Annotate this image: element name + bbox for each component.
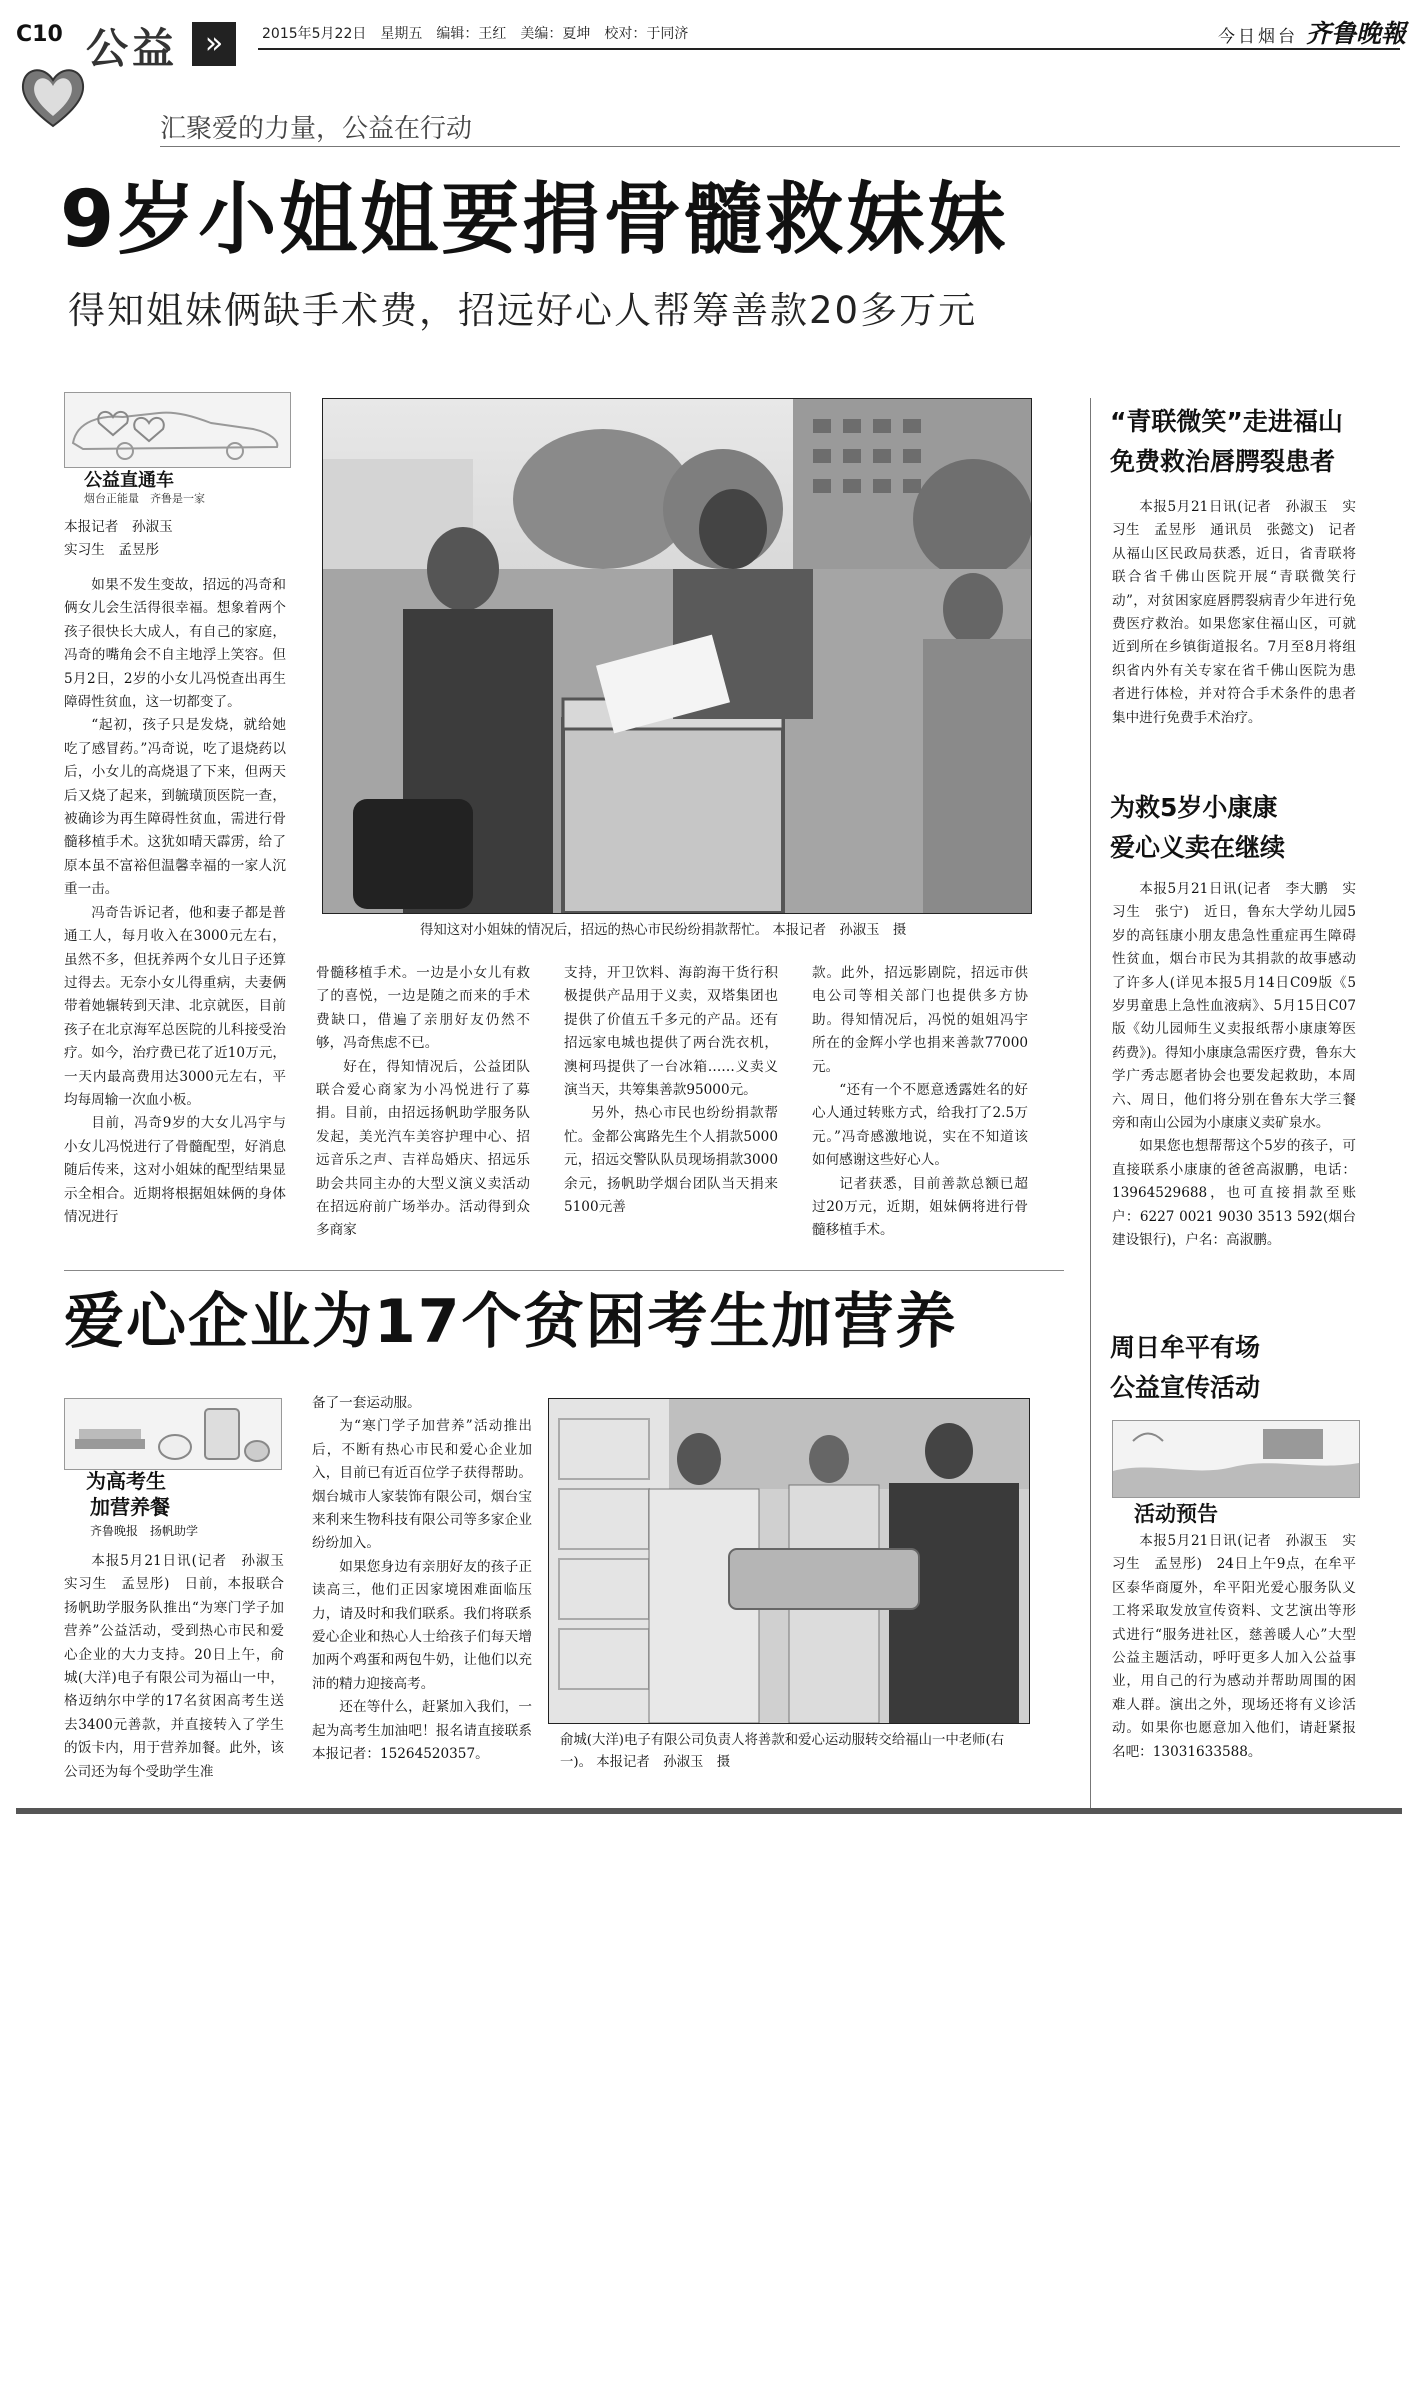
paragraph: 冯奇告诉记者，他和妻子都是普通工人，每月收入在3000元左右，虽然不多，但抚养两个女儿日子还算过得去。无奈小女儿得重病，夫妻俩带着她辗转到天津、北京就医，目前孩子在北京海军总医院的儿科接受治疗。如今，治疗费已花了近10万元，一天内最高费用达3000元左右，平均每周输一次血小板。	[64, 904, 286, 1108]
main-subhead: 得知姐妹俩缺手术费，招远好心人帮筹善款20多万元	[68, 289, 978, 332]
paragraph: 本报5月21日讯(记者 李大鹏 实习生 张宁) 近日，鲁东大学幼儿园5岁的高钰康小朋友患急性重症再生障碍性贫血，烟台市民为其捐款的故事感动了许多人(详见本报5月14日C09版《5岁男童患上急性血液病》、5月15日C07版《幼儿园师生义卖报纸帮小康康筹医药费》)。得知小康康急需医疗费，鲁东大学广秀志愿者协会也要发起救助，本周六、周日，他们将分别在鲁东大学三餐旁和南山公园为小康康义卖矿泉水。	[1112, 881, 1356, 1132]
sidebar-story3-body	[1112, 1530, 1356, 1764]
story1-byline	[64, 516, 294, 562]
heart-icon	[18, 62, 88, 130]
title-line: 为救5岁小康康	[1110, 793, 1278, 822]
paragraph: 本报5月21日讯(记者 孙淑玉 实习生 孟昱彤) 24日上午9点，在牟平区泰华商厦外，牟平阳光爱心服务队义工将采取发放宣传资料、文艺演出等形式进行“服务进社区，慈善暖人心”大型公益主题活动，呼吁更多人加入公益事业，用自己的行为感动并帮助周围的困难人群。演出之外，现场还将有义诊活动。如果你也愿意加入他们，请赶紧报名吧：13031633588。	[1112, 1533, 1356, 1760]
photo-caption: 得知这对小姐妹的情况后，招远的热心市民纷纷捐款帮忙。 本报记者 孙淑玉 摄	[420, 923, 907, 938]
date-info: 2015年5月22日 星期五 编辑：王红 美编：夏坤 校对：于同济	[262, 26, 689, 42]
story2-col1	[64, 1550, 298, 1784]
story1-col3	[564, 962, 778, 1219]
title-line: 爱心义卖在继续	[1110, 833, 1286, 862]
chevron-right-icon: »	[192, 22, 236, 66]
slogan-rule	[160, 146, 1400, 147]
story1-col1	[64, 574, 286, 1229]
masthead: 齐鲁晚報	[1306, 19, 1407, 48]
paragraph: 如果不发生变故，招远的冯奇和俩女儿会生活得很幸福。想象着两个孩子很快长大成人，有自己的家庭，冯奇的嘴角会不自主地浮上笑容。但5月2日，2岁的小女儿冯悦查出再生障碍性贫血，这一切都变了。	[64, 577, 286, 711]
column-badge-title: 公益直通车	[84, 470, 174, 491]
header-rule	[258, 48, 1400, 50]
sidebar-divider	[1090, 398, 1091, 1808]
slogan: 汇聚爱的力量，公益在行动	[160, 114, 473, 144]
books-milk-icon	[65, 1399, 281, 1469]
story2-col2	[312, 1392, 532, 1767]
paragraph: 如果您也想帮帮这个5岁的孩子，可直接联系小康康的爸爸高淑鹏，电话：13964529688，也可直接捐款至账户：6227 0021 9030 3513 592(烟台建设银行)，户名：高淑鹏。	[1112, 1138, 1356, 1249]
sidebar-story2-body	[1112, 878, 1356, 1253]
sidebar-story3-title	[1110, 1328, 1260, 1408]
paragraph: 如果您身边有亲朋好友的孩子正读高三，他们正因家境困难面临压力，请及时和我们联系。我们将联系爱心企业和热心人士给孩子们每天增加两个鸡蛋和两包牛奶，让他们以充沛的精力迎接高考。	[312, 1558, 532, 1692]
edition-label: 今日烟台	[1218, 27, 1298, 47]
handover-photo	[548, 1398, 1030, 1724]
story1-col2	[316, 962, 530, 1243]
sidebar-story1-title	[1110, 402, 1343, 482]
photo-caption: 俞城(大洋)电子有限公司负责人将善款和爱心运动服转交给福山一中老师(右一)。 本报记者 孙淑玉 摄	[560, 1733, 1005, 1770]
story2-badge	[64, 1398, 282, 1470]
donation-photo	[322, 398, 1032, 914]
paragraph: 骨髓移植手术。一边是小女儿有救了的喜悦，一边是随之而来的手术费缺口，借遍了亲朋好友仍然不够，冯奇焦虑不已。	[316, 965, 530, 1052]
column-badge-tag: 烟台正能量 齐鲁是一家	[84, 492, 205, 505]
heart-hands-logo	[18, 62, 88, 130]
byline-intern: 实习生 孟昱彤	[64, 542, 160, 558]
paragraph: 还在等什么，赶紧加入我们，一起为高考生加油吧！报名请直接联系本报记者：15264520357。	[312, 1699, 532, 1763]
title-line: 周日牟平有场	[1110, 1333, 1261, 1362]
paragraph: “起初，孩子只是发烧，就给她吃了感冒药。”冯奇说，吃了退烧药以后，小女儿的高烧退了下来，但两天后又烧了起来，到毓璜顶医院一查，被确诊为再生障碍性贫血，需进行骨髓移植手术。这犹如晴天霹雳，给了原本虽不富裕但温馨幸福的一家人沉重一击。	[64, 717, 286, 898]
page-code: C10	[16, 22, 63, 47]
bottom-rule	[16, 1808, 1402, 1814]
paragraph: 另外，热心市民也纷纷捐款帮忙。金都公寓路先生个人捐款5000元，招远交警队队员现场捐款3000余元，扬帆助学烟台团队当天捐来5100元善	[564, 1105, 778, 1216]
title-line: 免费救治唇腭裂患者	[1110, 447, 1336, 476]
paragraph: 本报5月21日讯(记者 孙淑玉 实习生 孟昱彤) 日前，本报联合扬帆助学服务队推出“为寒门学子加营养”公益活动，受到热心市民和爱心企业的大力支持。20日上午，俞城(大洋)电子有限公司为福山一中，格迈纳尔中学的17名贫困高考生送去3400元善款，并直接转入了学生的饭卡内，用于营养加餐。此外，该公司还为每个受助学生准	[64, 1553, 298, 1780]
sidebar-story1-body	[1112, 496, 1356, 730]
badge-line: 为高考生	[86, 1469, 166, 1493]
paragraph: 记者获悉，目前善款总额已超过20万元，近期，姐妹俩将进行骨髓移植手术。	[812, 1175, 1028, 1239]
coastline-icon	[1113, 1421, 1359, 1497]
paragraph: 好在，得知情况后，公益团队联合爱心商家为小冯悦进行了募捐。目前，由招远扬帆助学服务队发起，美光汽车美容护理中心、招远音乐之声、吉祥岛婚庆、招远乐助会共同主办的大型义演义卖活动在招远府前广场举办。活动得到众多商家	[316, 1058, 530, 1239]
column-badge	[64, 392, 291, 468]
paragraph: 本报5月21日讯(记者 孙淑玉 实习生 孟昱彤 通讯员 张懿文) 记者从福山区民政局获悉，近日，省青联将联合省千佛山医院开展“青联微笑行动”，对贫困家庭唇腭裂病青少年进行免费医疗救治。如果您家住福山区，可就近到所在乡镇街道报名。7月至8月将组织省内外有关专家在省千佛山医院为患者进行体检，并对符合手术条件的患者集中进行免费手术治疗。	[1112, 499, 1356, 726]
main-headline: 9岁小姐姐要捐骨髓救妹妹	[60, 175, 1009, 265]
section-name: 公益	[86, 24, 179, 73]
event-preview-label: 活动预告	[1134, 1502, 1218, 1526]
badge-line: 加营养餐	[90, 1495, 170, 1519]
paragraph: 目前，冯奇9岁的大女儿冯宇与小女儿冯悦进行了骨髓配型，好消息随后传来，这对小姐妹的配型结果显示全相合。近期将根据姐妹俩的身体情况进行	[64, 1115, 286, 1225]
title-line: “青联微笑”走进福山	[1110, 407, 1343, 436]
byline-reporter: 本报记者 孙淑玉	[64, 519, 173, 535]
story2-headline: 爱心企业为17个贫困考生加营养	[64, 1287, 958, 1357]
paragraph: 为“寒门学子加营养”活动推出后，不断有热心市民和爱心企业加入，目前已有近百位学子获得帮助。烟台城市人家装饰有限公司，烟台宝来利来生物科技有限公司等多家企业纷纷加入。	[312, 1418, 532, 1552]
story1-col4	[812, 962, 1028, 1243]
paragraph: 支持，开卫饮料、海韵海干货行积极提供产品用于义卖，双塔集团也提供了价值五千多元的产品。还有招远家电城也提供了两台洗衣机，澳柯玛提供了一台冰箱……义卖义演当天，共筹集善款95000元。	[564, 965, 778, 1099]
car-heart-icon	[65, 393, 290, 467]
paragraph: 备了一套运动服。	[312, 1395, 421, 1411]
event-preview-badge	[1112, 1420, 1360, 1498]
sidebar-story2-title	[1110, 788, 1285, 868]
story2-badge-title	[86, 1468, 170, 1520]
story2-divider	[64, 1270, 1064, 1271]
title-line: 公益宣传活动	[1110, 1373, 1261, 1402]
paragraph: 款。此外，招远影剧院，招远市供电公司等相关部门也提供多方协助。得知情况后，冯悦的姐姐冯宇所在的金辉小学也捐来善款77000元。	[812, 965, 1028, 1075]
paragraph: “还有一个不愿意透露姓名的好心人通过转账方式，给我打了2.5万元。”冯奇感激地说，实在不知道该如何感谢这些好心人。	[812, 1082, 1028, 1169]
story2-badge-tag: 齐鲁晚报 扬帆助学	[90, 1524, 199, 1538]
